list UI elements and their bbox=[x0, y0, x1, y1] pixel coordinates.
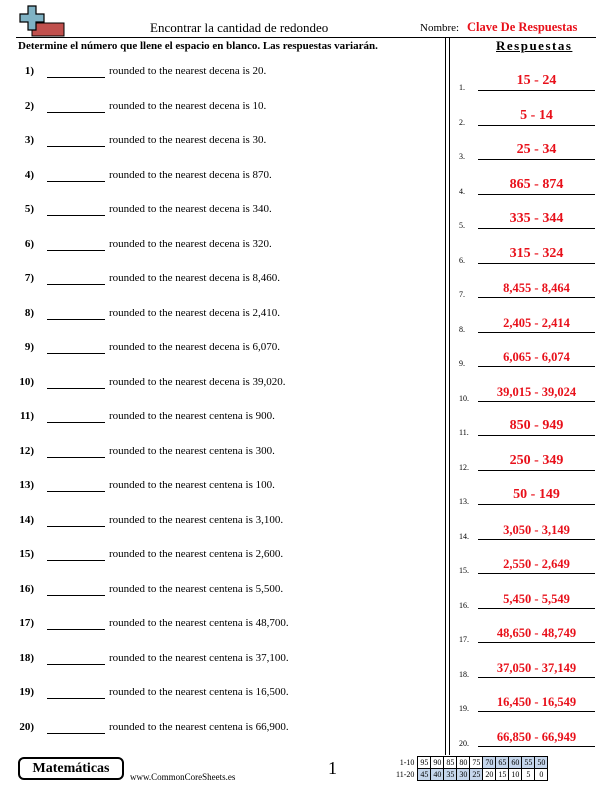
question-row bbox=[18, 169, 438, 185]
answer-blank[interactable] bbox=[47, 65, 105, 78]
answer-row bbox=[459, 312, 597, 334]
answer-line bbox=[478, 435, 595, 436]
question-text: rounded to the nearest decena is 8,460. bbox=[109, 272, 281, 284]
answer-number: 17. bbox=[459, 635, 469, 644]
question-text: rounded to the nearest centena is 2,600. bbox=[109, 548, 284, 560]
question-row bbox=[18, 410, 438, 426]
score-cell: 65 bbox=[496, 757, 509, 769]
answer-value: 48,650 - 48,749 bbox=[496, 626, 577, 640]
answer-blank[interactable] bbox=[47, 652, 105, 665]
answer-number: 9. bbox=[459, 359, 465, 368]
answer-number: 6. bbox=[459, 255, 465, 265]
question-number: 13) bbox=[19, 479, 34, 491]
question-row bbox=[18, 617, 438, 633]
answer-number: 16. bbox=[459, 600, 469, 610]
score-row bbox=[395, 769, 548, 781]
answer-row bbox=[459, 691, 597, 713]
answer-value: 250 - 349 bbox=[509, 452, 564, 468]
question-text: rounded to the nearest centena is 300. bbox=[109, 444, 275, 457]
answer-blank[interactable] bbox=[47, 445, 105, 458]
answer-blank[interactable] bbox=[47, 341, 105, 354]
question-number: 8) bbox=[24, 306, 34, 319]
question-number: 6) bbox=[24, 237, 34, 250]
answer-number: 5. bbox=[459, 221, 465, 230]
score-cell: 80 bbox=[457, 757, 470, 769]
instructions: Determine el número que llene el espacio en blanco. Las respuestas variarán. bbox=[18, 40, 378, 52]
score-cell: 30 bbox=[457, 769, 470, 781]
answer-line bbox=[478, 711, 595, 712]
answer-row bbox=[459, 208, 597, 230]
answer-row bbox=[459, 415, 597, 437]
answer-number: 13. bbox=[459, 497, 469, 506]
question-row bbox=[18, 721, 438, 737]
question-number: 5) bbox=[24, 203, 34, 215]
answer-value: 50 - 149 bbox=[513, 487, 560, 502]
answer-number: 4. bbox=[459, 186, 465, 196]
score-cell: 50 bbox=[535, 757, 548, 769]
question-row bbox=[18, 238, 438, 254]
answer-row bbox=[459, 484, 597, 506]
answer-value: 5 - 14 bbox=[520, 107, 553, 123]
question-text: rounded to the nearest decena is 10. bbox=[109, 99, 267, 112]
answer-row bbox=[459, 450, 597, 472]
score-cell: 75 bbox=[470, 757, 483, 769]
name-label: Nombre: bbox=[420, 22, 460, 34]
question-row bbox=[18, 583, 438, 599]
question-number: 18) bbox=[19, 651, 34, 664]
answer-number: 1. bbox=[459, 83, 465, 92]
score-row bbox=[395, 757, 548, 769]
question-number: 20) bbox=[19, 720, 34, 733]
question-row bbox=[18, 134, 438, 150]
answer-line bbox=[478, 332, 595, 333]
question-text: rounded to the nearest decena is 2,410. bbox=[109, 306, 281, 319]
answer-blank[interactable] bbox=[47, 376, 105, 389]
answer-value: 2,550 - 2,649 bbox=[503, 557, 570, 571]
question-number: 15) bbox=[19, 548, 34, 560]
question-number: 10) bbox=[19, 375, 34, 388]
answer-row bbox=[459, 553, 597, 575]
answer-number: 2. bbox=[459, 117, 465, 127]
question-row bbox=[18, 479, 438, 495]
score-cell: 35 bbox=[444, 769, 457, 781]
answer-number: 8. bbox=[459, 324, 465, 334]
answer-row bbox=[459, 277, 597, 299]
question-row bbox=[18, 514, 438, 530]
answer-row bbox=[459, 622, 597, 644]
question-number: 4) bbox=[24, 168, 34, 181]
answer-blank[interactable] bbox=[47, 169, 105, 182]
answer-number: 18. bbox=[459, 669, 469, 679]
score-cell: 95 bbox=[418, 757, 431, 769]
answer-blank[interactable] bbox=[47, 307, 105, 320]
question-number: 14) bbox=[19, 513, 34, 526]
question-row bbox=[18, 686, 438, 702]
question-text: rounded to the nearest decena is 320. bbox=[109, 237, 272, 250]
answer-row bbox=[459, 105, 597, 127]
question-text: rounded to the nearest centena is 16,500. bbox=[109, 686, 289, 698]
answer-row bbox=[459, 657, 597, 679]
answer-value: 3,050 - 3,149 bbox=[503, 522, 570, 537]
question-text: rounded to the nearest decena is 30. bbox=[109, 134, 267, 146]
answer-number: 20. bbox=[459, 738, 469, 748]
answer-line bbox=[478, 263, 595, 264]
question-row bbox=[18, 100, 438, 116]
question-row bbox=[18, 65, 438, 81]
answer-line bbox=[478, 539, 595, 540]
answer-blank[interactable] bbox=[47, 617, 105, 630]
answer-number: 3. bbox=[459, 152, 465, 161]
worksheet-title: Encontrar la cantidad de redondeo bbox=[150, 20, 329, 35]
answer-number: 10. bbox=[459, 393, 469, 403]
answer-line bbox=[478, 746, 595, 747]
answer-line bbox=[478, 504, 595, 505]
answer-value: 16,450 - 16,549 bbox=[496, 695, 577, 709]
answer-blank[interactable] bbox=[47, 548, 105, 561]
score-range-label: 11-20 bbox=[396, 769, 415, 779]
answer-row bbox=[459, 381, 597, 403]
column-divider bbox=[445, 37, 446, 755]
question-text: rounded to the nearest decena is 340. bbox=[109, 203, 272, 215]
score-cell: 60 bbox=[509, 757, 522, 769]
question-text: rounded to the nearest centena is 48,700. bbox=[109, 617, 289, 629]
answer-line bbox=[478, 297, 595, 298]
question-number: 17) bbox=[19, 617, 34, 629]
answer-blank[interactable] bbox=[47, 272, 105, 285]
score-cell: 25 bbox=[470, 769, 483, 781]
answer-number: 15. bbox=[459, 566, 469, 575]
answer-line bbox=[478, 366, 595, 367]
answer-number: 12. bbox=[459, 462, 469, 472]
answer-value: 315 - 324 bbox=[509, 245, 564, 261]
question-text: rounded to the nearest decena is 870. bbox=[109, 168, 272, 181]
question-number: 12) bbox=[19, 444, 34, 457]
question-number: 11) bbox=[19, 410, 34, 422]
logo-icon bbox=[18, 5, 66, 39]
answer-value: 8,455 - 8,464 bbox=[503, 281, 570, 295]
score-cell: 90 bbox=[431, 757, 444, 769]
answer-number: 14. bbox=[459, 531, 469, 541]
answer-line bbox=[478, 194, 595, 195]
answer-line bbox=[478, 401, 595, 402]
score-cell: 10 bbox=[509, 769, 522, 781]
score-cell: 15 bbox=[496, 769, 509, 781]
answer-number: 19. bbox=[459, 704, 469, 713]
question-number: 7) bbox=[24, 272, 34, 284]
answer-blank[interactable] bbox=[47, 721, 105, 734]
answer-blank[interactable] bbox=[47, 514, 105, 527]
answer-row bbox=[459, 346, 597, 368]
website-link[interactable]: www.CommonCoreSheets.es bbox=[130, 772, 236, 782]
name-value: Clave De Respuestas bbox=[467, 20, 578, 34]
question-number: 3) bbox=[24, 134, 34, 146]
answer-blank[interactable] bbox=[47, 134, 105, 147]
answer-line bbox=[478, 470, 595, 471]
question-text: rounded to the nearest decena is 6,070. bbox=[109, 341, 281, 353]
answer-value: 25 - 34 bbox=[516, 142, 557, 157]
question-number: 19) bbox=[19, 686, 34, 698]
answer-value: 39,015 - 39,024 bbox=[496, 384, 577, 399]
answer-blank[interactable] bbox=[47, 479, 105, 492]
answer-line bbox=[478, 228, 595, 229]
score-range-label: 1-10 bbox=[399, 757, 415, 767]
answer-number: 7. bbox=[459, 290, 465, 299]
question-text: rounded to the nearest decena is 20. bbox=[109, 65, 267, 77]
question-text: rounded to the nearest centena is 900. bbox=[109, 410, 275, 422]
question-number: 16) bbox=[19, 582, 34, 595]
question-text: rounded to the nearest decena is 39,020. bbox=[109, 375, 286, 388]
answer-row bbox=[459, 243, 597, 265]
answer-row bbox=[459, 726, 597, 748]
answer-value: 865 - 874 bbox=[509, 176, 564, 192]
answer-value: 15 - 24 bbox=[516, 73, 557, 88]
score-cell: 0 bbox=[535, 769, 548, 781]
question-number: 2) bbox=[24, 99, 34, 112]
question-row bbox=[18, 548, 438, 564]
answer-line bbox=[478, 608, 595, 609]
answer-blank[interactable] bbox=[47, 238, 105, 251]
question-text: rounded to the nearest centena is 100. bbox=[109, 479, 275, 491]
answer-row bbox=[459, 519, 597, 541]
question-text: rounded to the nearest centena is 5,500. bbox=[109, 582, 284, 595]
answer-blank[interactable] bbox=[47, 203, 105, 216]
answer-blank[interactable] bbox=[47, 686, 105, 699]
question-number: 1) bbox=[24, 65, 34, 77]
answer-line bbox=[478, 677, 595, 678]
answer-value: 850 - 949 bbox=[509, 418, 564, 433]
column-divider bbox=[449, 37, 450, 755]
answer-value: 66,850 - 66,949 bbox=[496, 729, 577, 744]
answer-row bbox=[459, 174, 597, 196]
score-cell: 20 bbox=[483, 769, 496, 781]
question-text: rounded to the nearest centena is 3,100. bbox=[109, 513, 284, 526]
answer-blank[interactable] bbox=[47, 410, 105, 423]
score-table bbox=[395, 756, 548, 781]
score-cell: 70 bbox=[483, 757, 496, 769]
answer-line bbox=[478, 125, 595, 126]
score-cell: 40 bbox=[431, 769, 444, 781]
answer-line bbox=[478, 642, 595, 643]
answer-line bbox=[478, 90, 595, 91]
answer-value: 2,405 - 2,414 bbox=[503, 315, 570, 330]
answer-row bbox=[459, 70, 597, 92]
question-row bbox=[18, 203, 438, 219]
answer-value: 37,050 - 37,149 bbox=[496, 660, 577, 675]
question-number: 9) bbox=[24, 341, 34, 353]
question-row bbox=[18, 307, 438, 323]
answer-value: 335 - 344 bbox=[509, 211, 564, 226]
answer-row bbox=[459, 139, 597, 161]
question-row bbox=[18, 652, 438, 668]
score-cell: 55 bbox=[522, 757, 535, 769]
answer-value: 5,450 - 5,549 bbox=[503, 591, 570, 606]
score-cell: 45 bbox=[418, 769, 431, 781]
answer-line bbox=[478, 159, 595, 160]
answer-row bbox=[459, 588, 597, 610]
brand-badge: Matemáticas bbox=[18, 757, 124, 780]
answer-blank[interactable] bbox=[47, 100, 105, 113]
answer-number: 11. bbox=[459, 428, 469, 437]
answer-line bbox=[478, 573, 595, 574]
question-text: rounded to the nearest centena is 66,900. bbox=[109, 720, 289, 733]
score-cell: 5 bbox=[522, 769, 535, 781]
question-row bbox=[18, 376, 438, 392]
score-cell: 85 bbox=[444, 757, 457, 769]
answer-blank[interactable] bbox=[47, 583, 105, 596]
question-row bbox=[18, 341, 438, 357]
question-text: rounded to the nearest centena is 37,100. bbox=[109, 651, 289, 664]
question-row bbox=[18, 445, 438, 461]
question-row bbox=[18, 272, 438, 288]
page-number: 1 bbox=[328, 758, 337, 778]
answer-value: 6,065 - 6,074 bbox=[503, 350, 570, 364]
answers-heading: Respuestas bbox=[496, 38, 573, 53]
